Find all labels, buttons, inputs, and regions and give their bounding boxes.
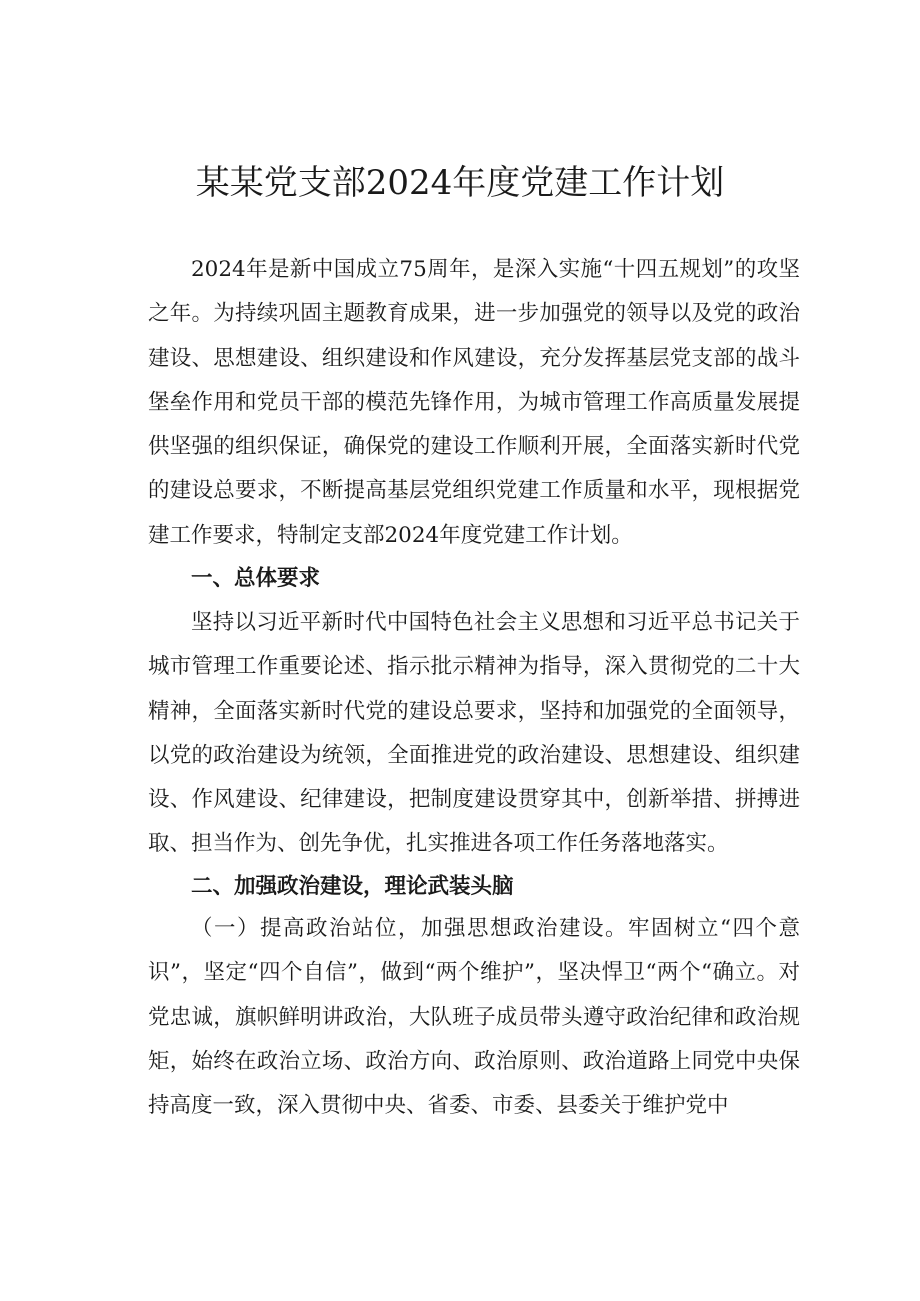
section-1-heading-block [148, 557, 800, 601]
document-title: 某某党支部2024年度党建工作计划 [195, 163, 725, 203]
intro-paragraph: 2024年是新中国成立75周年，是深入实施“十四五规划”的攻坚之年。为持续巩固主题教育成果，进一步加强党的领导以及党的政治建设、思想建设、组织建设和作风建设，充分发挥基层党支部的战斗堡垒作用和党员干部的模范先锋作用，为城市管理工作高质量发展提供坚强的组织保证，确保党的建设工作顺利开展，全面落实新时代党的建设总要求，不断提高基层党组织党建工作质量和水平，现根据党建工作要求，特制定支部2024年度党建工作计划。 [148, 257, 800, 548]
intro-block [148, 248, 800, 558]
section-heading-overall-requirements: 一、总体要求 [191, 566, 321, 591]
section-paragraph-overall-requirements: 坚持以习近平新时代中国特色社会主义思想和习近平总书记关于城市管理工作重要论述、指示批示精神为指导，深入贯彻党的二十大精神，全面落实新时代党的建设总要求，坚持和加强党的全面领导，以党的政治建设为统领，全面推进党的政治建设、思想建设、组织建设、作风建设、纪律建设，把制度建设贯穿其中，创新举措、拼搏进取、担当作为、创先争优，扎实推进各项工作任务落地落实。 [148, 610, 800, 857]
section-2-heading-block [148, 865, 800, 909]
section-1-body-block [148, 601, 800, 867]
section-heading-political-construction: 二、加强政治建设，理论武装头脑 [191, 874, 514, 899]
section-paragraph-political-construction: （一）提高政治站位，加强思想政治建设。牢固树立“四个意识”，坚定“四个自信”，做到“两个维护”，坚决悍卫“两个“确立。对党忠诚，旗帜鲜明讲政治，大队班子成员带头遵守政治纪律和政治规矩，始终在政治立场、政治方向、政治原则、政治道路上同党中央保持高度一致，深入贯彻中央、省委、市委、县委关于维护党中 [148, 916, 800, 1119]
section-2-body-block [148, 907, 800, 1128]
